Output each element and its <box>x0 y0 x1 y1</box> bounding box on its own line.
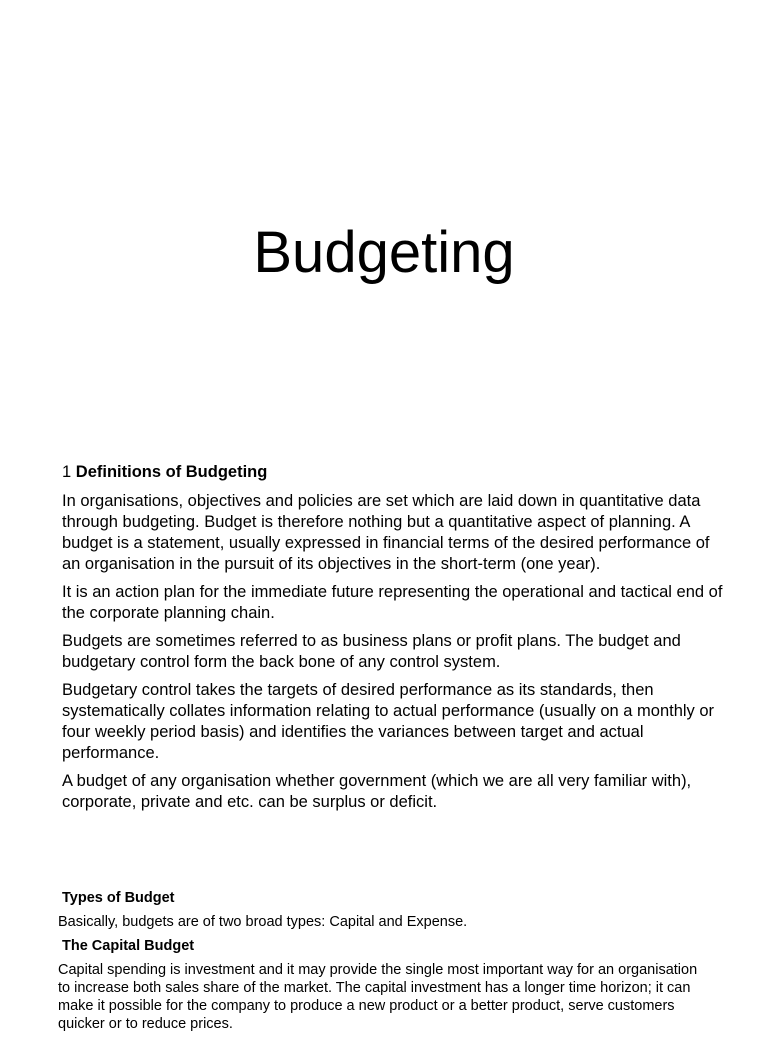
paragraph: A budget of any organisation whether government (which we are all very familiar with), corporate, private and etc. can be surplus or deficit. <box>62 772 692 811</box>
paragraph: In organisations, objectives and policies are set which are laid down in quantitative data through budgeting. Budget is therefore nothing but a quantitative aspect of planning. A budget is a statement, usually expressed in financial terms of the desired performance of an organisation in the pursuit of its objectives in the short-term (one year). <box>62 492 710 573</box>
capital-budget-text: Capital spending is investment and it may provide the single most important way for an organisation to increase both sales share of the market. The capital investment has a longer time horizon; it can make it possible for the company to produce a new product or a better product, serve customers quicker or to reduce prices. <box>58 962 698 1032</box>
document-title: Budgeting <box>253 220 515 285</box>
paragraph: Budgets are sometimes referred to as business plans or profit plans. The budget and budgetary control form the back bone of any control system. <box>62 632 681 671</box>
capital-budget-heading: The Capital Budget <box>62 938 195 954</box>
paragraph: Budgetary control takes the targets of desired performance as its standards, then systematically collates information relating to actual performance (usually on a monthly or four weekly period basis) and identifies the variances between target and actual performance. <box>62 681 715 762</box>
paragraph: It is an action plan for the immediate future representing the operational and tactical end of the corporate planning chain. <box>62 583 723 622</box>
definitions-section <box>62 462 730 820</box>
section-heading <box>62 462 730 483</box>
types-heading: Types of Budget <box>62 890 175 906</box>
types-intro: Basically, budgets are of two broad types: Capital and Expense. <box>58 914 468 930</box>
section-heading-text: Definitions of Budgeting <box>75 463 268 481</box>
section-number: 1 <box>62 463 72 481</box>
types-section <box>58 889 698 1039</box>
